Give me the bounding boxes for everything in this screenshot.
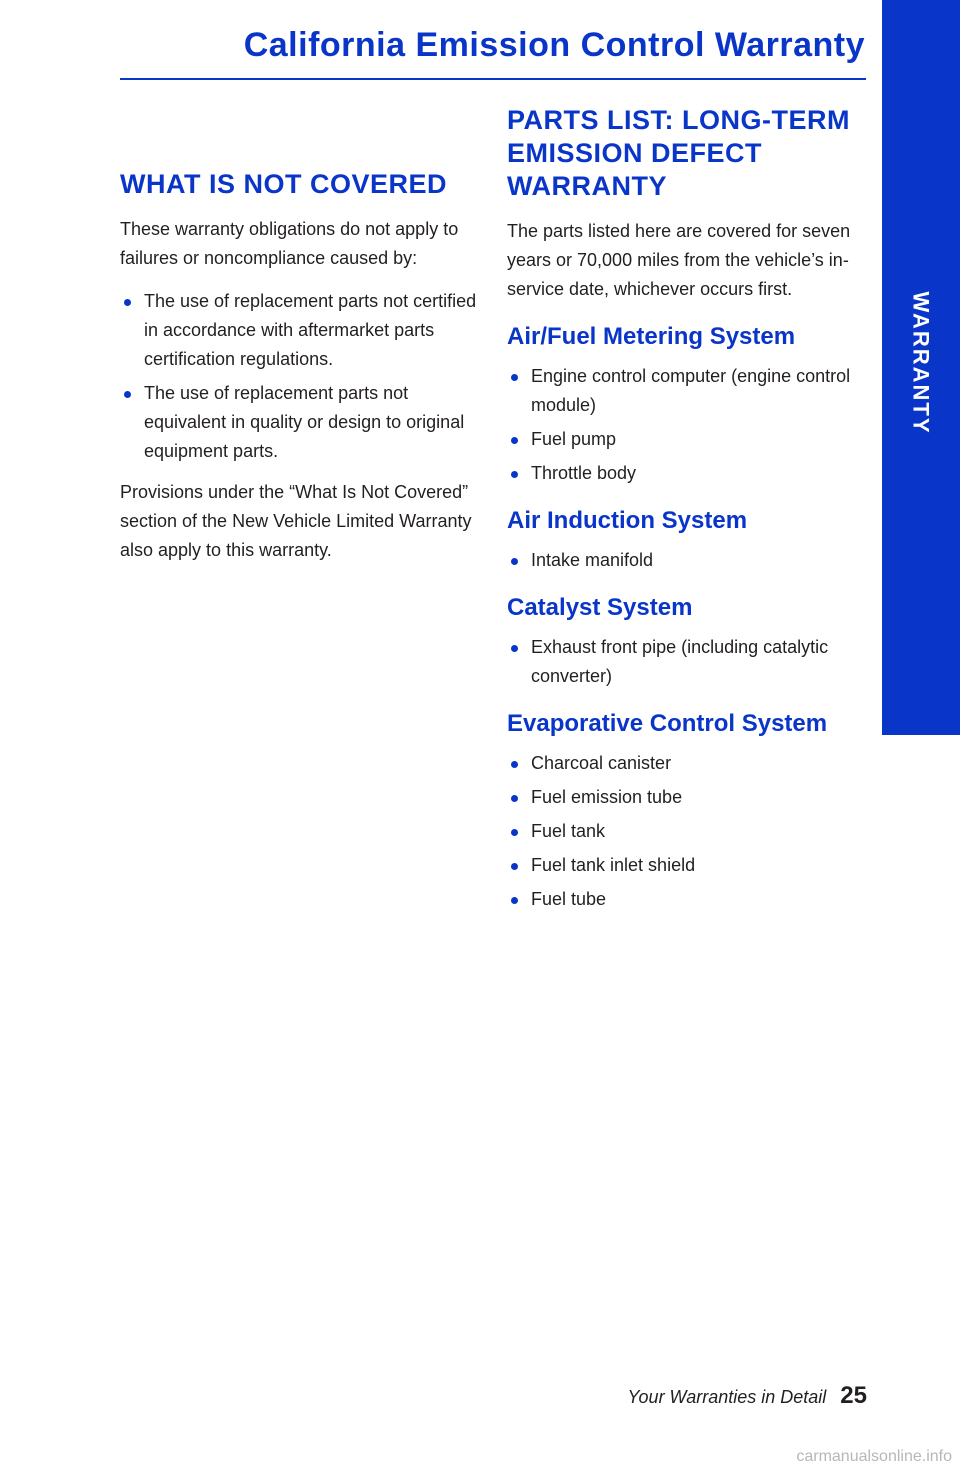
header-divider — [120, 78, 866, 80]
section-heading-parts-list: PARTS LIST: LONG-TERM EMISSION DEFECT WARRANTY — [507, 105, 850, 201]
not-covered-intro: These warranty obligations do not apply to failures or noncompliance caused by: — [120, 219, 459, 268]
list-item: Fuel tank inlet shield — [507, 851, 867, 880]
list-item: Charcoal canister — [507, 749, 867, 778]
list-item: Fuel pump — [507, 425, 867, 454]
right-column — [507, 104, 867, 926]
watermark: carmanualsonline.info — [796, 1448, 952, 1465]
page-footer — [628, 1382, 867, 1410]
list-item: Intake manifold — [507, 546, 867, 575]
not-covered-closing: Provisions under the “What Is Not Covered” section of the New Vehicle Limited Warranty also apply to this warranty. — [120, 482, 472, 560]
not-covered-list — [120, 287, 480, 466]
list-item: Fuel emission tube — [507, 783, 867, 812]
left-column — [120, 168, 480, 579]
section-heading-not-covered: WHAT IS NOT COVERED — [120, 169, 448, 199]
subheading-air-induction: Air Induction System — [507, 507, 748, 534]
parts-list-intro: The parts listed here are covered for seven years or 70,000 miles from the vehicle’s in-service date, whichever occurs first. — [507, 221, 851, 299]
catalyst-list — [507, 633, 867, 691]
page-number: 25 — [840, 1382, 867, 1409]
subheading-evaporative-control: Evaporative Control System — [507, 710, 828, 737]
side-tab-label: WARRANTY — [909, 290, 935, 435]
evaporative-control-list — [507, 749, 867, 914]
subheading-catalyst: Catalyst System — [507, 594, 693, 621]
list-item: Fuel tube — [507, 885, 867, 914]
list-item: Throttle body — [507, 459, 867, 488]
list-item: The use of replacement parts not equivalent in quality or design to original equipment parts. — [120, 379, 480, 466]
subheading-air-fuel-metering: Air/Fuel Metering System — [507, 323, 796, 350]
list-item: The use of replacement parts not certified in accordance with aftermarket parts certification regulations. — [120, 287, 480, 374]
side-tab-label-wrap — [882, 290, 960, 435]
air-fuel-metering-list — [507, 362, 867, 488]
list-item: Fuel tank — [507, 817, 867, 846]
list-item: Exhaust front pipe (including catalytic converter) — [507, 633, 867, 691]
page-title: California Emission Control Warranty — [243, 26, 865, 64]
air-induction-list — [507, 546, 867, 575]
list-item: Engine control computer (engine control module) — [507, 362, 867, 420]
footer-text: Your Warranties in Detail — [627, 1387, 827, 1407]
